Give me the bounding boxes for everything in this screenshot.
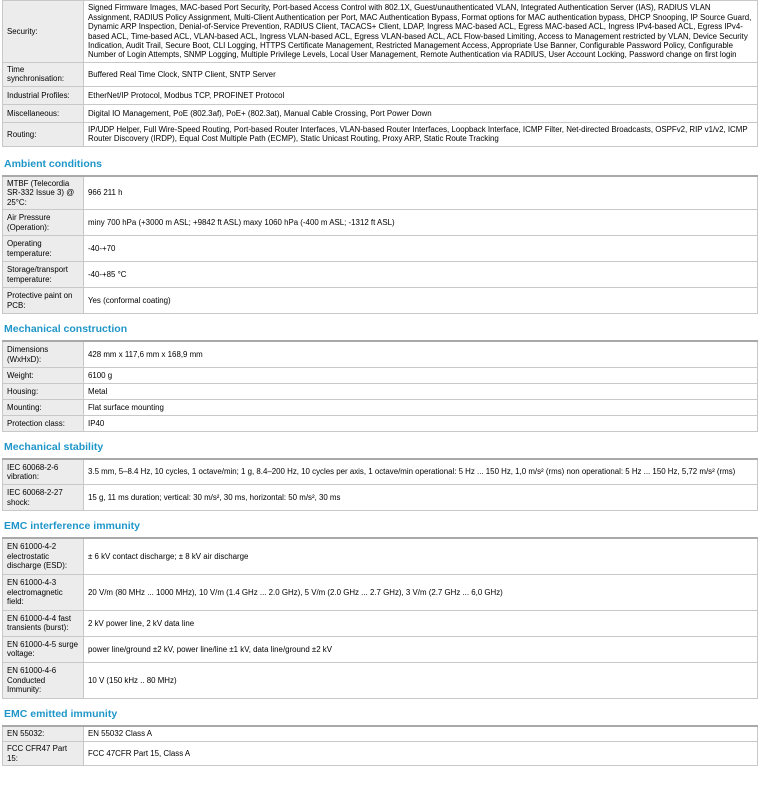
table-row [3,104,758,122]
row-value: 2 kV power line, 2 kV data line [84,610,758,636]
row-label: FCC CFR47 Part 15: [3,742,84,766]
row-value: 10 V (150 kHz .. 80 MHz) [84,662,758,698]
row-value: -40-+85 °C [84,262,758,288]
row-label: Mounting: [3,399,84,415]
row-label: IEC 60068-2-27 shock: [3,485,84,511]
emc-interference-immunity-table [2,537,758,699]
table-row [3,415,758,431]
row-value: Signed Firmware Images, MAC-based Port Security, Port-based Access Control with 802.1X, Guest/unauthenticated VLAN, Integrated Authentication Server (IAS), RADIUS VLAN Assignment, RADIUS Policy Assignment, Multi-Client Authentication per Port, MAC Authentication Bypass, Format options for MAC authentication bypass, DHCP Snooping, IP Source Guard, Dynamic ARP Inspection, Denial-of-Service Prevention, RADIUS Client, TACACS+ Client, LDAP, Ingress MAC-based ACL, Egress MAC-based ACL, Ingress IPv4-based ACL, Egress IPv4-based ACL, Time-based ACL, VLAN-based ACL, Ingress VLAN-based ACL, Egress VLAN-based ACL, ACL Flow-based Limiting, Access to Management restricted by VLAN, Device Security Indication, Audit Trail, Secure Boot, CLI Logging, HTTPS Certificate Management, Restricted Management Access, Appropriate Use Banner, Configurable Password Policy, Configurable Number of Login Attempts, SNMP Logging, Multiple Privilege Levels, Local User Management, Remote Authentication via RADIUS, User Account Locking, Password change on first login [84,1,758,63]
row-value: FCC 47CFR Part 15, Class A [84,742,758,766]
row-value: -40-+70 [84,236,758,262]
table-row [3,210,758,236]
top-spec-table [2,0,758,147]
section-title-ambient-conditions: Ambient conditions [4,157,102,170]
row-label: Routing: [3,122,84,146]
row-label: Storage/transport temperature: [3,262,84,288]
row-value: power line/ground ±2 kV, power line/line ±1 kV, data line/ground ±2 kV [84,636,758,662]
row-value: IP/UDP Helper, Full Wire-Speed Routing, Port-based Router Interfaces, VLAN-based Router Interfaces, Loopback Interface, ICMP Filter, Net-directed Broadcasts, OSPFv2, RIP v1/v2, ICMP Router Discovery (IRDP), Equal Cost Multiple Path (ECMP), Static Unicast Routing, Proxy ARP, Static Route Tracking [84,122,758,146]
section-title-emc-emitted-immunity: EMC emitted immunity [4,707,118,720]
table-row [3,86,758,104]
row-label: Dimensions (WxHxD): [3,341,84,367]
row-label: IEC 60068-2-6 vibration: [3,459,84,485]
mechanical-stability-table [2,458,758,512]
row-value: ± 6 kV contact discharge; ± 8 kV air discharge [84,538,758,574]
row-label: EN 55032: [3,726,84,742]
row-value: EN 55032 Class A [84,726,758,742]
table-row [3,176,758,210]
row-label: Miscellaneous: [3,104,84,122]
table-row [3,288,758,314]
table-row [3,122,758,146]
row-label: Security: [3,1,84,63]
table-row [3,574,758,610]
row-label: MTBF (Telecordia SR-332 Issue 3) @ 25°C: [3,176,84,210]
row-label: Protective paint on PCB: [3,288,84,314]
table-row [3,742,758,766]
mechanical-construction-table [2,340,758,432]
row-label: Industrial Profiles: [3,86,84,104]
section-title-emc-interference-immunity: EMC interference immunity [4,520,140,533]
row-label: EN 61000-4-3 electromagnetic field: [3,574,84,610]
row-value: Flat surface mounting [84,399,758,415]
row-label: Housing: [3,383,84,399]
table-row [3,726,758,742]
row-value: 428 mm x 117,6 mm x 168,9 mm [84,341,758,367]
table-row [3,538,758,574]
table-row [3,383,758,399]
emc-emitted-immunity-table [2,725,758,766]
table-row [3,610,758,636]
row-label: EN 61000-4-5 surge voltage: [3,636,84,662]
row-label: EN 61000-4-2 electrostatic discharge (ESD): [3,538,84,574]
row-label: Protection class: [3,415,84,431]
table-row [3,341,758,367]
section-title-mechanical-stability: Mechanical stability [4,440,104,453]
row-value: 6100 g [84,367,758,383]
row-value: 20 V/m (80 MHz ... 1000 MHz), 10 V/m (1.4 GHz ... 2.0 GHz), 5 V/m (2.0 GHz ... 2.7 GHz), 3 V/m (2.7 GHz ... 6,0 GHz) [84,574,758,610]
table-row [3,636,758,662]
ambient-conditions-table [2,175,758,315]
row-value: Metal [84,383,758,399]
row-label: Operating temperature: [3,236,84,262]
section-title-mechanical-construction: Mechanical construction [4,323,128,336]
table-row [3,262,758,288]
table-row [3,236,758,262]
row-label: Air Pressure (Operation): [3,210,84,236]
row-value: Digital IO Management, PoE (802.3af), PoE+ (802.3at), Manual Cable Crossing, Port Power Down [84,104,758,122]
table-row [3,63,758,87]
row-value: EtherNet/IP Protocol, Modbus TCP, PROFINET Protocol [84,86,758,104]
row-label: Weight: [3,367,84,383]
table-row [3,399,758,415]
row-value: 966 211 h [84,176,758,210]
table-row [3,1,758,63]
row-value: Yes (conformal coating) [84,288,758,314]
row-value: 3.5 mm, 5–8.4 Hz, 10 cycles, 1 octave/min; 1 g, 8.4–200 Hz, 10 cycles per axis, 1 octave/min operational: 5 Hz ... 150 Hz, 1,0 m/s² (rms) non operational: 5 Hz ... 150 Hz, 5,72 m/s² (rms) [84,459,758,485]
table-row [3,459,758,485]
row-label: EN 61000-4-4 fast transients (burst): [3,610,84,636]
table-row [3,662,758,698]
row-value: 15 g, 11 ms duration; vertical: 30 m/s², 30 ms, horizontal: 50 m/s², 30 ms [84,485,758,511]
row-label: Time synchronisation: [3,63,84,87]
table-row [3,367,758,383]
row-value: miny 700 hPa (+3000 m ASL; +9842 ft ASL) maxy 1060 hPa (-400 m ASL; -1312 ft ASL) [84,210,758,236]
row-value: IP40 [84,415,758,431]
table-row [3,485,758,511]
row-value: Buffered Real Time Clock, SNTP Client, SNTP Server [84,63,758,87]
row-label: EN 61000-4-6 Conducted Immunity: [3,662,84,698]
